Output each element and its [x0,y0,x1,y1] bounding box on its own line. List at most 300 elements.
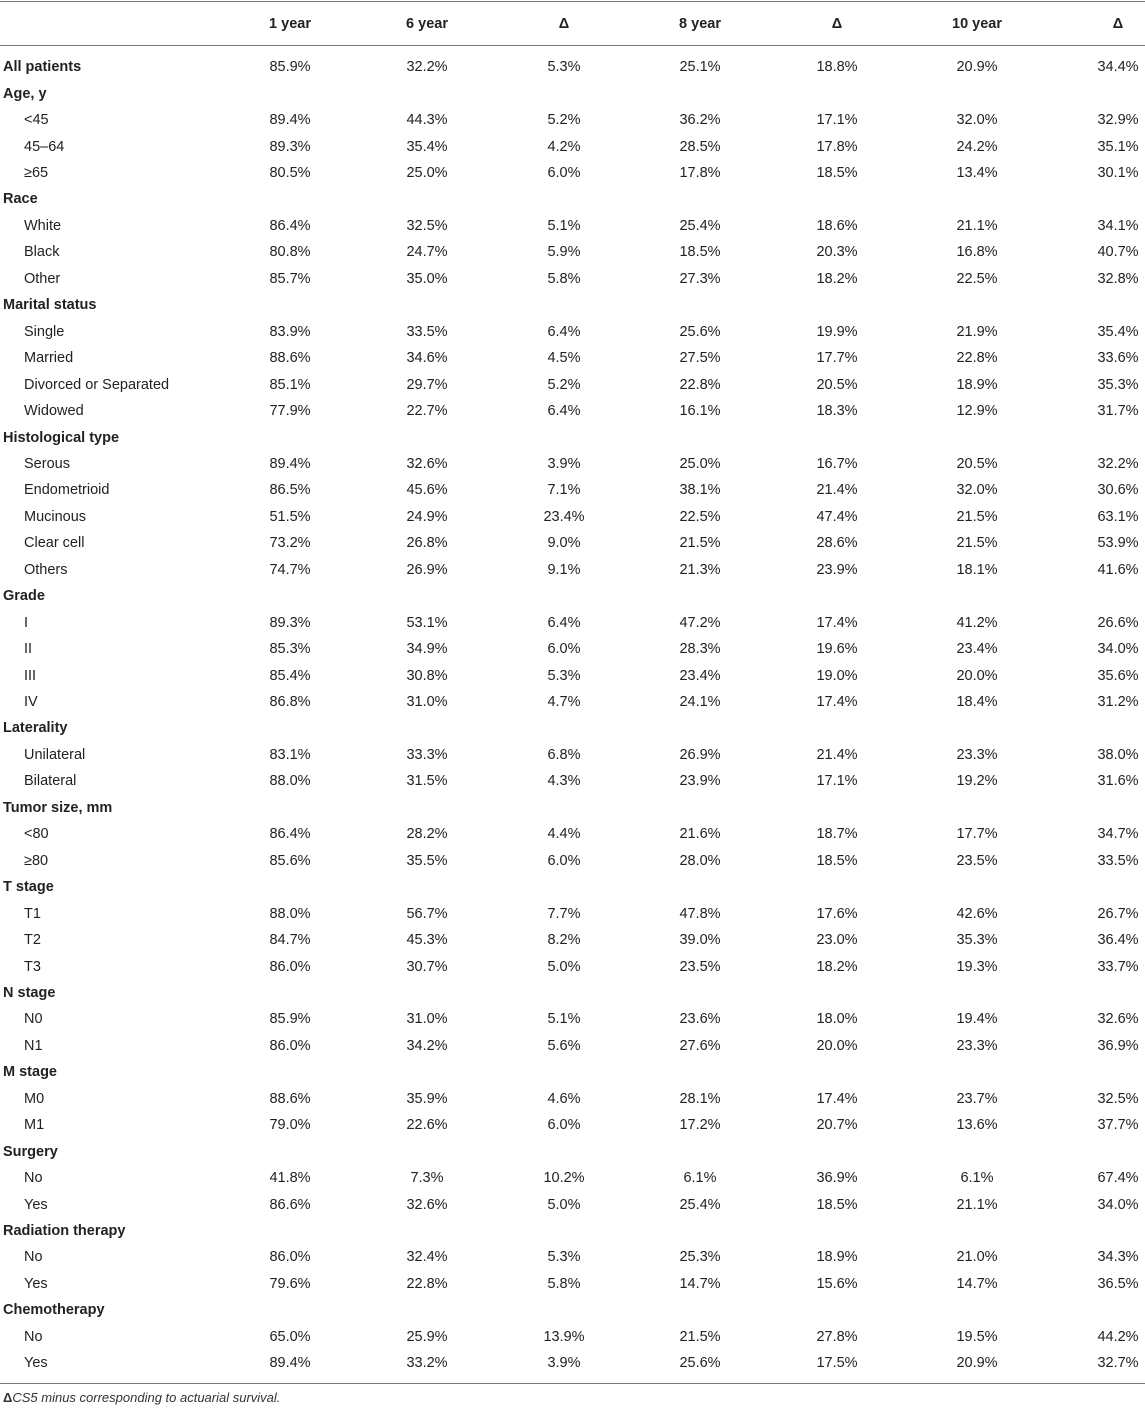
table-cell: 32.6% [406,1196,448,1213]
table-cell: 26.8% [406,535,448,552]
table-cell: 42.6% [956,905,998,922]
table-cell: 18.3% [816,403,858,420]
table-header-rule [0,45,1145,46]
table-cell: 17.5% [816,1355,858,1372]
row-label: No [24,1328,43,1345]
table-cell: 23.6% [679,1011,721,1028]
row-label: All patients [3,59,82,76]
row-label: No [24,1249,43,1266]
table-cell: 23.4% [956,641,998,658]
section-label: Tumor size, mm [3,799,113,816]
table-cell: 7.3% [410,1170,444,1187]
table-cell: 20.7% [816,1117,858,1134]
table-cell: 89.4% [269,455,311,472]
row-label: T2 [24,932,41,949]
table-cell: 20.5% [816,376,858,393]
table-cell: 18.0% [816,1011,858,1028]
section-header-row [0,715,1145,741]
table-cell: 18.5% [816,165,858,182]
table-cell: 4.7% [547,694,581,711]
table-cell: 20.9% [956,1355,998,1372]
table-cell: 32.7% [1097,1355,1139,1372]
table-cell: 25.6% [679,1355,721,1372]
table-cell: 26.7% [1097,905,1139,922]
row-label: Unilateral [24,746,86,763]
table-cell: 7.1% [547,482,581,499]
table-cell: 21.0% [956,1249,998,1266]
table-cell: 7.7% [547,905,581,922]
table-row [0,266,1145,292]
row-label: <45 [24,112,49,129]
row-label: N1 [24,1037,43,1054]
table-cell: 21.6% [679,826,721,843]
table-row [0,504,1145,530]
table-cell: 8.2% [547,932,581,949]
table-cell: 5.3% [547,667,581,684]
table-cell: 89.3% [269,614,311,631]
column-header: 1 year [269,15,311,32]
table-cell: 35.3% [956,932,998,949]
table-cell: 28.6% [816,535,858,552]
table-cell: 17.4% [816,614,858,631]
table-cell: 40.7% [1097,244,1139,261]
table-cell: 20.5% [956,455,998,472]
table-cell: 32.6% [406,455,448,472]
table-cell: 13.6% [956,1117,998,1134]
table-cell: 73.2% [269,535,311,552]
table-cell: 28.3% [679,641,721,658]
footnote-symbol: Δ [3,1390,13,1405]
table-cell: 85.4% [269,667,311,684]
table-cell: 35.1% [1097,138,1139,155]
table-cell: 31.0% [406,1011,448,1028]
table-cell: 3.9% [547,455,581,472]
table-cell: 5.0% [547,1196,581,1213]
column-header: 10 year [952,15,1002,32]
table-cell: 23.5% [679,958,721,975]
table-cell: 85.3% [269,641,311,658]
table-cell: 17.6% [816,905,858,922]
table-cell: 21.4% [816,746,858,763]
row-label: Single [24,323,65,340]
table-row [0,1271,1145,1297]
table-cell: 23.3% [956,1037,998,1054]
table-cell: 34.9% [406,641,448,658]
table-cell: 21.4% [816,482,858,499]
table-cell: 36.4% [1097,932,1139,949]
table-row [0,477,1145,503]
table-cell: 30.8% [406,667,448,684]
row-label: Yes [24,1196,48,1213]
table-cell: 25.6% [679,323,721,340]
column-header: 8 year [679,15,721,32]
table-cell: 32.6% [1097,1011,1139,1028]
table-cell: 47.2% [679,614,721,631]
table-cell: 9.0% [547,535,581,552]
table-cell: 47.4% [816,508,858,525]
table-cell: 21.5% [956,508,998,525]
table-cell: 17.7% [956,826,998,843]
table-cell: 18.5% [816,1196,858,1213]
row-label: I [24,614,29,631]
table-cell: 34.2% [406,1037,448,1054]
table-row [0,239,1145,265]
table-cell: 34.7% [1097,826,1139,843]
table-cell: 23.4% [679,667,721,684]
table-cell: 5.9% [547,244,581,261]
table-cell: 22.8% [956,350,998,367]
table-row [0,1324,1145,1350]
table-cell: 27.5% [679,350,721,367]
table-cell: 32.2% [1097,455,1139,472]
table-cell: 30.1% [1097,165,1139,182]
table-cell: 5.3% [547,59,581,76]
table-cell: 18.5% [816,852,858,869]
table-cell: 36.2% [679,112,721,129]
table-row [0,557,1145,583]
table-cell: 85.6% [269,852,311,869]
table-cell: 89.4% [269,112,311,129]
section-label: Histological type [3,429,120,446]
table-row [0,160,1145,186]
row-label: Divorced or Separated [24,376,170,393]
table-row [0,1033,1145,1059]
table-cell: 24.2% [956,138,998,155]
table-cell: 14.7% [956,1275,998,1292]
table-cell: 32.5% [406,217,448,234]
table-cell: 18.9% [956,376,998,393]
table-cell: 13.4% [956,165,998,182]
table-cell: 5.8% [547,270,581,287]
table-cell: 6.4% [547,323,581,340]
table-cell: 6.0% [547,641,581,658]
section-label: N stage [3,984,56,1001]
table-cell: 30.6% [1097,482,1139,499]
table-cell: 19.0% [816,667,858,684]
row-label: IV [24,694,38,711]
table-row [0,848,1145,874]
table-cell: 4.4% [547,826,581,843]
table-cell: 53.9% [1097,535,1139,552]
row-label: N0 [24,1011,43,1028]
table-cell: 23.7% [956,1090,998,1107]
section-header-row [0,1297,1145,1323]
table-cell: 10.2% [543,1170,585,1187]
table-cell: 19.4% [956,1011,998,1028]
table-cell: 17.1% [816,773,858,790]
table-cell: 30.7% [406,958,448,975]
table-cell: 26.9% [406,561,448,578]
table-cell: 24.7% [406,244,448,261]
table-row [0,1350,1145,1376]
section-label: Marital status [3,297,97,314]
table-cell: 4.3% [547,773,581,790]
table-cell: 18.8% [816,59,858,76]
table-row [0,1086,1145,1112]
table-cell: 88.0% [269,773,311,790]
table-cell: 25.9% [406,1328,448,1345]
table-cell: 79.0% [269,1117,311,1134]
table-cell: 25.4% [679,217,721,234]
row-label: Yes [24,1275,48,1292]
section-label: Chemotherapy [3,1302,105,1319]
table-cell: 23.3% [956,746,998,763]
table-cell: 86.8% [269,694,311,711]
table-cell: 21.9% [956,323,998,340]
table-cell: 88.6% [269,1090,311,1107]
table-cell: 33.3% [406,746,448,763]
row-label: Widowed [24,403,84,420]
section-header-row [0,80,1145,106]
section-label: M stage [3,1064,57,1081]
section-label: Laterality [3,720,68,737]
table-cell: 5.0% [547,958,581,975]
table-cell: 12.9% [956,403,998,420]
table-cell: 18.7% [816,826,858,843]
table-cell: 17.8% [679,165,721,182]
table-cell: 31.2% [1097,694,1139,711]
row-label: M0 [24,1090,45,1107]
table-cell: 86.4% [269,826,311,843]
table-cell: 36.9% [1097,1037,1139,1054]
table-cell: 34.6% [406,350,448,367]
table-cell: 4.6% [547,1090,581,1107]
row-label: ≥65 [24,165,49,182]
table-cell: 26.6% [1097,614,1139,631]
table-cell: 53.1% [406,614,448,631]
table-cell: 20.9% [956,59,998,76]
table-cell: 6.1% [683,1170,717,1187]
table-cell: 85.9% [269,1011,311,1028]
table-cell: 23.4% [543,508,585,525]
table-cell: 18.1% [956,561,998,578]
table-cell: 86.5% [269,482,311,499]
table-row [0,900,1145,926]
table-cell: 21.1% [956,217,998,234]
table-cell: 5.3% [547,1249,581,1266]
table-cell: 45.6% [406,482,448,499]
section-header-row [0,186,1145,212]
table-cell: 32.9% [1097,112,1139,129]
table-cell: 85.9% [269,59,311,76]
table-cell: 23.9% [816,561,858,578]
table-cell: 47.8% [679,905,721,922]
table-cell: 36.5% [1097,1275,1139,1292]
table-cell: 41.2% [956,614,998,631]
table-row [0,636,1145,662]
table-cell: 31.5% [406,773,448,790]
table-row [0,1006,1145,1032]
table-cell: 23.9% [679,773,721,790]
table-cell: 26.9% [679,746,721,763]
row-label: Black [24,244,60,261]
table-row [0,1244,1145,1270]
table-cell: 84.7% [269,932,311,949]
table-cell: 21.3% [679,561,721,578]
table-cell: 22.6% [406,1117,448,1134]
table-cell: 9.1% [547,561,581,578]
table-cell: 24.1% [679,694,721,711]
table-header-row [0,2,1145,45]
table-cell: 83.1% [269,746,311,763]
section-header-row [0,980,1145,1006]
row-label: Endometrioid [24,482,110,499]
table-cell: 25.1% [679,59,721,76]
table-row [0,927,1145,953]
table-cell: 22.8% [406,1275,448,1292]
table-cell: 25.0% [679,455,721,472]
table-cell: 38.0% [1097,746,1139,763]
row-label: No [24,1170,43,1187]
table-cell: 5.2% [547,376,581,393]
table-row [0,662,1145,688]
table-row [0,133,1145,159]
table-cell: 19.6% [816,641,858,658]
table-cell: 22.5% [679,508,721,525]
table-cell: 22.5% [956,270,998,287]
table-cell: 32.0% [956,112,998,129]
table-cell: 35.6% [1097,667,1139,684]
table-cell: 45.3% [406,932,448,949]
table-cell: 41.8% [269,1170,311,1187]
table-cell: 28.0% [679,852,721,869]
table-cell: 28.2% [406,826,448,843]
table-cell: 25.0% [406,165,448,182]
table-cell: 35.5% [406,852,448,869]
table-cell: 22.7% [406,403,448,420]
section-header-row [0,1059,1145,1085]
table-cell: 24.9% [406,508,448,525]
table-cell: 17.8% [816,138,858,155]
table-cell: 21.5% [956,535,998,552]
table-cell: 32.4% [406,1249,448,1266]
table-cell: 33.5% [406,323,448,340]
table-cell: 44.3% [406,112,448,129]
table-cell: 86.0% [269,1249,311,1266]
table-cell: 85.7% [269,270,311,287]
table-cell: 17.7% [816,350,858,367]
row-label: Yes [24,1355,48,1372]
table-row [0,54,1145,80]
table-cell: 25.3% [679,1249,721,1266]
table-cell: 6.4% [547,614,581,631]
table-cell: 31.6% [1097,773,1139,790]
row-label: 45–64 [24,138,65,155]
table-cell: 6.0% [547,1117,581,1134]
row-label: Mucinous [24,508,87,525]
table-cell: 4.2% [547,138,581,155]
table-cell: 65.0% [269,1328,311,1345]
table-cell: 80.8% [269,244,311,261]
table-cell: 19.2% [956,773,998,790]
row-label: II [24,641,33,658]
section-header-row [0,874,1145,900]
table-cell: 35.4% [406,138,448,155]
table-cell: 36.9% [816,1170,858,1187]
table-cell: 80.5% [269,165,311,182]
table-cell: 89.4% [269,1355,311,1372]
table-cell: 17.2% [679,1117,721,1134]
table-cell: 83.9% [269,323,311,340]
table-cell: 13.9% [543,1328,585,1345]
section-label: Race [3,191,38,208]
table-cell: 67.4% [1097,1170,1139,1187]
row-label: Married [24,350,74,367]
table-cell: 22.8% [679,376,721,393]
table-row [0,345,1145,371]
table-row [0,107,1145,133]
table-cell: 21.5% [679,535,721,552]
section-header-row [0,292,1145,318]
table-cell: 15.6% [816,1275,858,1292]
table-cell: 33.7% [1097,958,1139,975]
section-label: Grade [3,588,45,605]
table-cell: 33.5% [1097,852,1139,869]
table-cell: 14.7% [679,1275,721,1292]
table-cell: 6.4% [547,403,581,420]
row-label: Others [24,561,68,578]
table-cell: 89.3% [269,138,311,155]
table-cell: 32.8% [1097,270,1139,287]
table-cell: 85.1% [269,376,311,393]
table-cell: 86.4% [269,217,311,234]
table-cell: 16.1% [679,403,721,420]
table-cell: 21.1% [956,1196,998,1213]
table-cell: 41.6% [1097,561,1139,578]
table-cell: 63.1% [1097,508,1139,525]
footnote-text: CS5 minus corresponding to actuarial survival. [12,1390,281,1405]
table-cell: 19.9% [816,323,858,340]
table-cell: 31.0% [406,694,448,711]
row-label: M1 [24,1117,45,1134]
row-label: Serous [24,455,70,472]
table-cell: 77.9% [269,403,311,420]
table-cell: 3.9% [547,1355,581,1372]
section-label: Age, y [3,85,47,102]
table-cell: 86.6% [269,1196,311,1213]
column-header: Δ [558,15,570,32]
table-cell: 35.0% [406,270,448,287]
table-row [0,609,1145,635]
section-label: T stage [3,879,54,896]
table-row [0,530,1145,556]
table-cell: 33.6% [1097,350,1139,367]
table-cell: 6.0% [547,165,581,182]
table-cell: 35.4% [1097,323,1139,340]
column-header: Δ [831,15,843,32]
table-cell: 18.2% [816,270,858,287]
column-header: 6 year [406,15,448,32]
table-cell: 37.7% [1097,1117,1139,1134]
table-cell: 88.0% [269,905,311,922]
table-cell: 44.2% [1097,1328,1139,1345]
table-row [0,768,1145,794]
section-header-row [0,424,1145,450]
table-cell: 23.5% [956,852,998,869]
row-label: Bilateral [24,773,77,790]
table-cell: 33.2% [406,1355,448,1372]
table-cell: 28.1% [679,1090,721,1107]
table-cell: 17.4% [816,1090,858,1107]
table-cell: 34.1% [1097,217,1139,234]
table-cell: 32.2% [406,59,448,76]
table-row [0,821,1145,847]
table-cell: 21.5% [679,1328,721,1345]
table-row [0,319,1145,345]
table-cell: 5.1% [547,1011,581,1028]
table-cell: 18.9% [816,1249,858,1266]
table-cell: 32.5% [1097,1090,1139,1107]
